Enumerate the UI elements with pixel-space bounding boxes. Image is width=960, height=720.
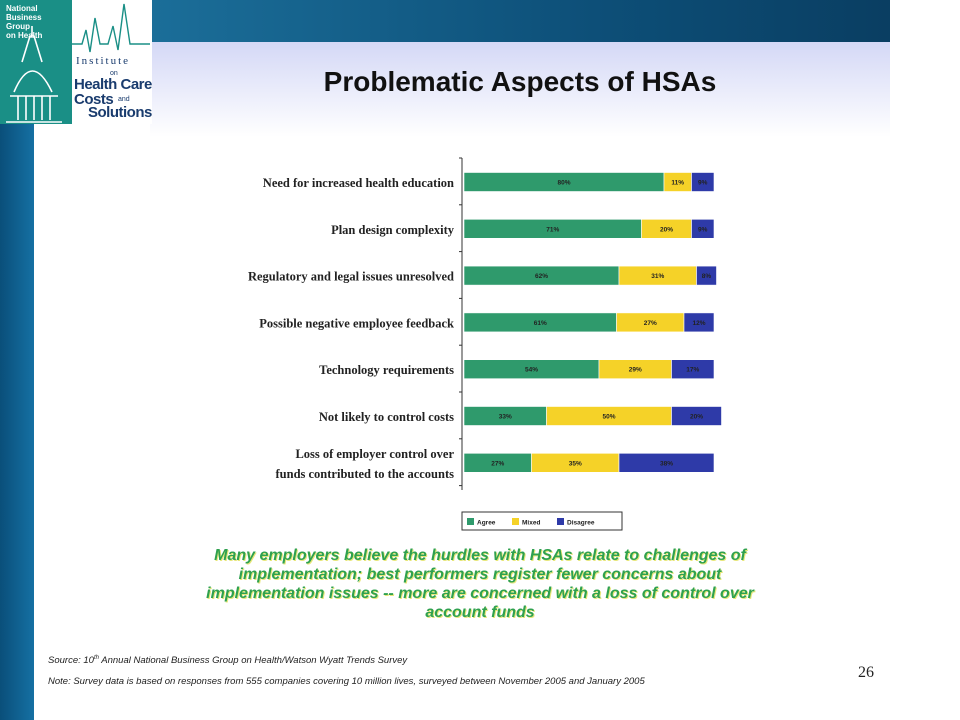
data-label: 33% [498,413,512,421]
category-label: Loss of employer control over [295,446,454,461]
category-label: Regulatory and legal issues unresolved [247,269,454,284]
logo-and: and [118,96,130,103]
data-label: 9% [698,179,708,187]
category-label: Not likely to control costs [318,410,454,424]
legend-label: Agree [477,519,496,527]
legend-label: Mixed [522,519,541,527]
data-label: 9% [698,226,708,234]
data-label: 11% [671,179,685,187]
logo-costs: Costs [74,91,114,108]
category-label: funds contributed to the accounts [275,466,454,481]
data-label: 54% [524,366,539,374]
legend-swatch-agree [467,518,474,525]
data-label: 8% [701,273,712,281]
logo-on: on [110,70,118,77]
data-label: 62% [534,273,549,281]
page-title: Problematic Aspects of HSAs [323,66,717,97]
logo-health-care: Health Care [74,76,152,93]
category-label: Need for increased health education [262,176,454,190]
data-label: 20% [689,413,704,421]
data-label: 38% [659,460,674,468]
data-label: 31% [651,273,665,281]
category-label: Possible negative employee feedback [259,316,454,331]
category-label: Plan design complexity [331,222,454,237]
data-label: 80% [557,179,571,187]
logo-org-name: National Business Group on Health [6,4,43,40]
legend-swatch-mixed [512,518,519,525]
data-label: 50% [602,413,616,421]
logo-institute: Institute [76,55,131,67]
chart-caption: Many employers believe the hurdles with HSAs relate to challenges of implementation; best performers register fewer concerns about implementation issues -- more are concerned with a loss of control over account funds [206,547,754,621]
data-label: 17% [686,366,700,374]
data-label: 27% [643,319,657,327]
data-label: 20% [659,226,674,234]
legend-swatch-disagree [557,518,564,525]
page-number: 26 [858,664,874,681]
source-prefix: Source: 10 [48,655,94,667]
data-label: 61% [533,319,547,327]
logo-solutions: Solutions [88,104,152,121]
data-label: 12% [692,319,706,327]
data-label: 27% [491,460,505,468]
header-band [150,0,890,42]
source-sup: th [93,655,99,661]
data-label: 35% [568,460,582,468]
source-note [48,655,407,666]
category-label: Technology requirements [319,363,454,378]
legend-label: Disagree [567,519,595,527]
logo [0,0,152,124]
survey-note: Note: Survey data is based on responses from 555 companies covering 10 million lives, surveyed between November 2005 and January 2005 [48,676,645,687]
source-suffix: Annual National Business Group on Health/Watson Wyatt Trends Survey [98,655,408,667]
data-label: 29% [628,366,642,374]
data-label: 71% [546,226,560,234]
stacked-bar-chart [150,150,750,535]
